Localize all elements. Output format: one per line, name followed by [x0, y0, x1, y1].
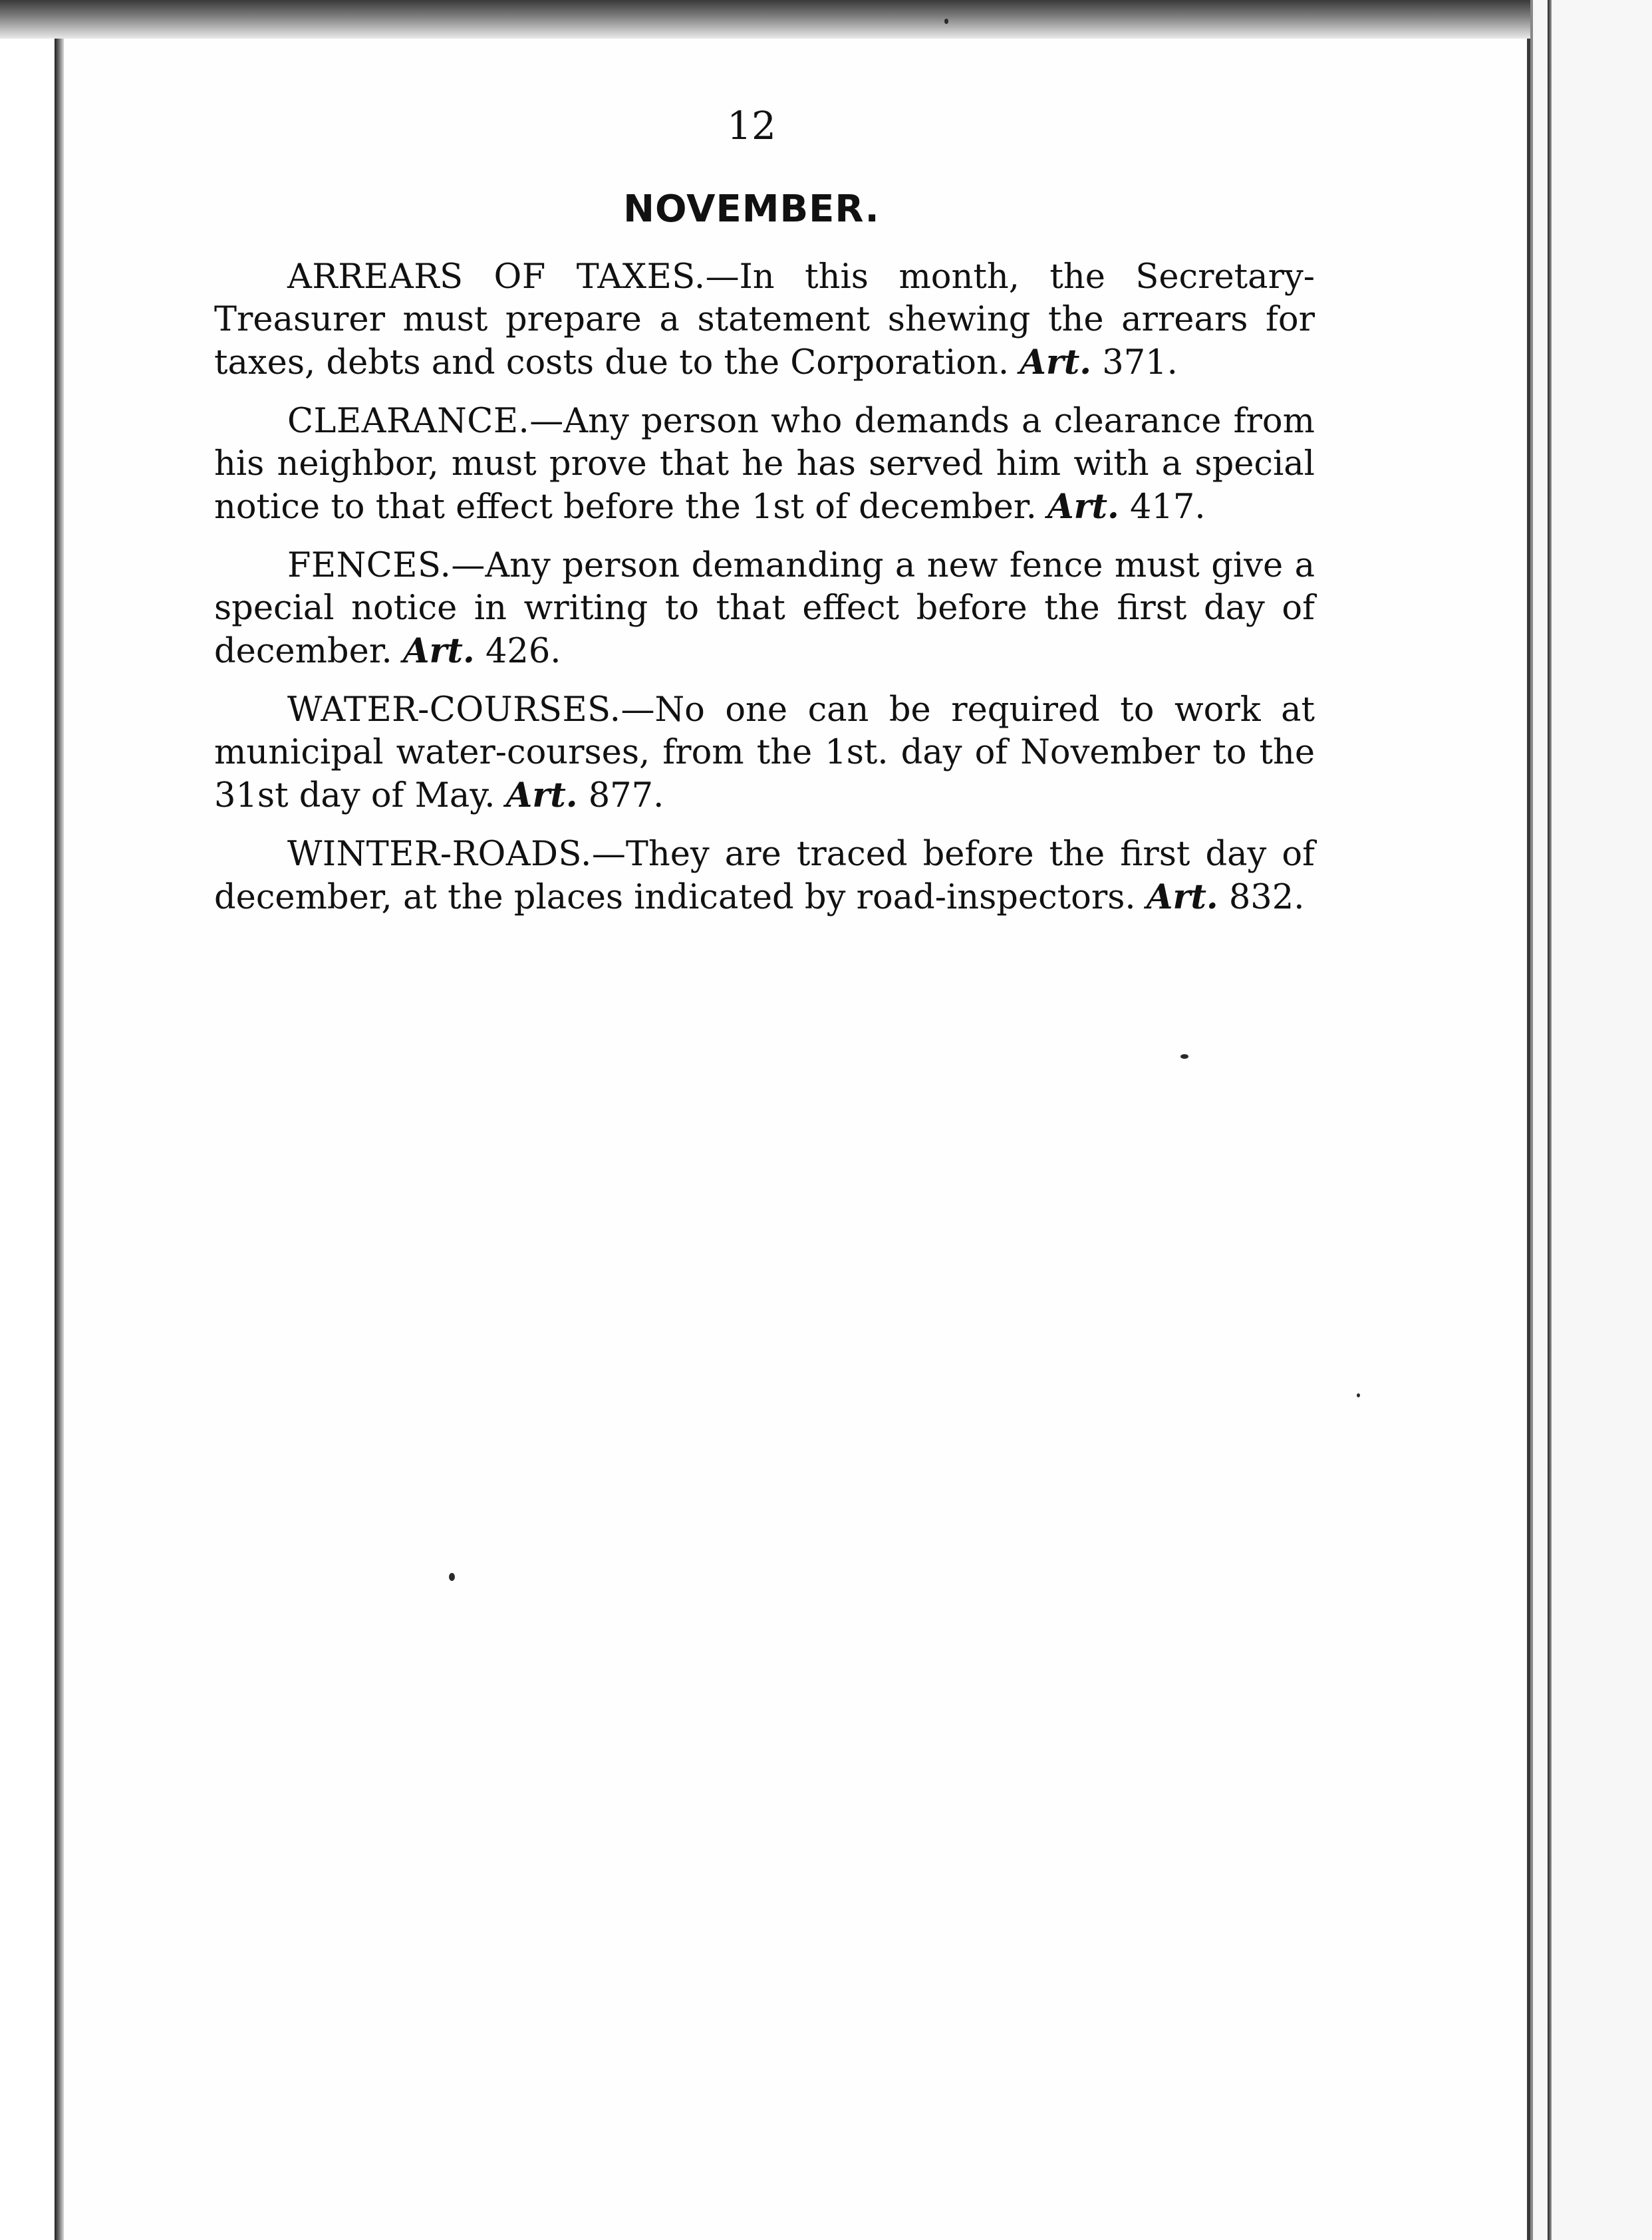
month-heading: NOVEMBER.: [623, 188, 880, 231]
ink-speck: [1180, 1054, 1188, 1059]
ink-speck: [449, 1573, 455, 1581]
entry-fences: [214, 545, 1315, 673]
next-page-edge: [1530, 0, 1652, 2240]
article-label: Art.: [1146, 877, 1218, 917]
ink-speck: [1357, 1393, 1360, 1397]
page-left-edge: [55, 39, 64, 2240]
article-label: Art.: [402, 631, 475, 671]
entry-term: CLEARANCE.: [287, 402, 530, 441]
entry-text: —In this month, the Secretary-Treasurer must prepare a statement shewing the arrears for taxes, debts and costs due to the Corporation.: [214, 257, 1315, 382]
entry-winter-roads: [214, 833, 1315, 919]
entry-text: —Any person demanding a new fence must give a special notice in writing to that effect before the first day of december.: [214, 546, 1315, 671]
entry-arrears-of-taxes: [214, 256, 1315, 384]
page-crease: [1548, 0, 1552, 2240]
page-number: 12: [727, 103, 776, 148]
entry-water-courses: [214, 689, 1315, 817]
ink-speck: [944, 19, 948, 24]
article-number: 832.: [1228, 878, 1305, 917]
article-number: 426.: [485, 632, 561, 671]
article-number: 877.: [588, 776, 664, 815]
article-number: 417.: [1130, 488, 1206, 527]
article-label: Art.: [1047, 487, 1119, 527]
entry-text: —They are traced before the first day of december, at the places indicated by road-inspectors.: [214, 835, 1315, 917]
article-label: Art.: [1020, 343, 1092, 382]
entries-block: [214, 256, 1315, 935]
entry-text: —No one can be required to work at municipal water-courses, from the 1st. day of November to the 31st day of May.: [214, 690, 1315, 815]
entry-term: WINTER-ROADS.: [287, 835, 592, 874]
entry-text: —Any person who demands a clearance from his neighbor, must prove that he has served him with a special notice to that effect before the 1st of december.: [214, 402, 1315, 527]
entry-term: WATER-COURSES.: [287, 690, 621, 730]
entry-clearance: [214, 400, 1315, 529]
article-number: 371.: [1102, 343, 1178, 382]
entry-term: FENCES.: [287, 546, 452, 585]
binding-shadow-top: [0, 0, 1652, 39]
article-label: Art.: [505, 775, 578, 815]
entry-term: ARREARS OF TAXES.: [287, 257, 706, 297]
